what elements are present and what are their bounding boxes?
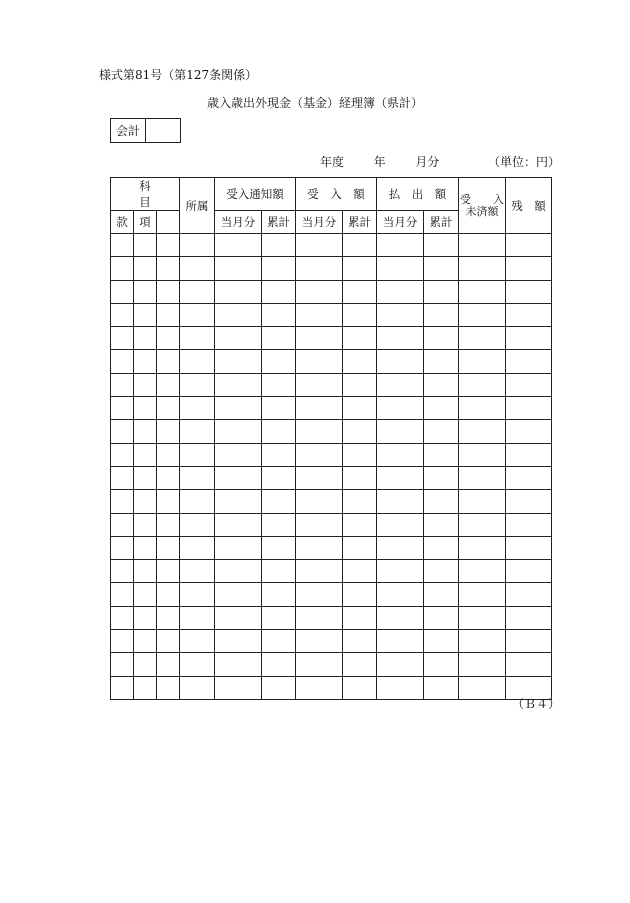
ledger-cell[interactable] — [459, 350, 506, 373]
ledger-cell[interactable] — [459, 420, 506, 443]
ledger-cell[interactable] — [377, 234, 424, 257]
ledger-row — [111, 513, 552, 536]
ledger-cell[interactable] — [424, 234, 459, 257]
ledger-cell[interactable] — [377, 676, 424, 699]
document-title: 歳入歳出外現金（基金）経理簿（県計） — [206, 96, 423, 110]
ledger-cell[interactable] — [215, 350, 262, 373]
ledger-cell[interactable] — [377, 373, 424, 396]
ledger-cell[interactable] — [506, 373, 552, 396]
ledger-cell[interactable] — [296, 583, 343, 606]
blank-subheader — [157, 211, 180, 234]
ledger-cell[interactable] — [424, 676, 459, 699]
ledger-cell[interactable] — [215, 420, 262, 443]
ledger-cell[interactable] — [459, 234, 506, 257]
ledger-cell[interactable] — [424, 397, 459, 420]
ledger-cell[interactable] — [134, 257, 157, 280]
ledger-cell[interactable] — [343, 327, 377, 350]
ledger-cell[interactable] — [377, 560, 424, 583]
ledger-cell[interactable] — [157, 373, 180, 396]
ledger-cell[interactable] — [215, 583, 262, 606]
ledger-cell[interactable] — [343, 630, 377, 653]
ledger-cell[interactable] — [262, 303, 296, 326]
fiscal-year-label: 年度 — [320, 155, 345, 169]
ledger-body — [111, 234, 552, 700]
ledger-cell[interactable] — [296, 397, 343, 420]
account-value-field[interactable] — [146, 119, 181, 143]
ledger-cell[interactable] — [506, 606, 552, 629]
period-line — [320, 153, 439, 170]
ledger-cell[interactable] — [111, 420, 134, 443]
ledger-cell[interactable] — [424, 630, 459, 653]
ledger-cell[interactable] — [377, 583, 424, 606]
ledger-cell[interactable] — [134, 420, 157, 443]
ledger-cell[interactable] — [377, 257, 424, 280]
ledger-cell[interactable] — [424, 606, 459, 629]
ledger-cell[interactable] — [134, 280, 157, 303]
ledger-cell[interactable] — [215, 280, 262, 303]
ledger-cell[interactable] — [111, 373, 134, 396]
ledger-cell[interactable] — [262, 606, 296, 629]
ledger-row — [111, 466, 552, 489]
ledger-cell[interactable] — [157, 420, 180, 443]
ledger-cell[interactable] — [296, 466, 343, 489]
ledger-cell[interactable] — [506, 560, 552, 583]
ledger-cell[interactable] — [215, 606, 262, 629]
ledger-cell[interactable] — [180, 234, 215, 257]
ledger-cell[interactable] — [424, 536, 459, 559]
ledger-row — [111, 234, 552, 257]
ledger-cell[interactable] — [157, 653, 180, 676]
ledger-cell[interactable] — [157, 234, 180, 257]
ledger-cell[interactable] — [424, 327, 459, 350]
ledger-cell[interactable] — [459, 583, 506, 606]
ledger-row — [111, 303, 552, 326]
ledger-cell[interactable] — [111, 443, 134, 466]
ledger-cell[interactable] — [296, 350, 343, 373]
ledger-cell[interactable] — [377, 466, 424, 489]
ledger-cell[interactable] — [215, 303, 262, 326]
ledger-cell[interactable] — [180, 490, 215, 513]
ledger-cell[interactable] — [134, 327, 157, 350]
ledger-cell[interactable] — [262, 560, 296, 583]
ledger-cell[interactable] — [296, 257, 343, 280]
ledger-cell[interactable] — [377, 630, 424, 653]
ledger-cell[interactable] — [134, 443, 157, 466]
ledger-cell[interactable] — [506, 350, 552, 373]
ledger-cell[interactable] — [296, 630, 343, 653]
paper-size-label: （Ｂ４） — [512, 697, 561, 711]
ledger-cell[interactable] — [459, 303, 506, 326]
ledger-cell[interactable] — [180, 420, 215, 443]
ledger-cell[interactable] — [459, 397, 506, 420]
ledger-cell[interactable] — [296, 653, 343, 676]
ledger-cell[interactable] — [377, 397, 424, 420]
ledger-cell[interactable] — [215, 257, 262, 280]
ledger-cell[interactable] — [111, 630, 134, 653]
ledger-cell[interactable] — [377, 653, 424, 676]
ledger-row — [111, 583, 552, 606]
ledger-cell[interactable] — [111, 280, 134, 303]
ledger-cell[interactable] — [506, 513, 552, 536]
ledger-cell[interactable] — [134, 303, 157, 326]
ledger-cell[interactable] — [343, 560, 377, 583]
ledger-cell[interactable] — [134, 350, 157, 373]
ledger-cell[interactable] — [180, 373, 215, 396]
ledger-cell[interactable] — [111, 490, 134, 513]
received-cumulative-header: 累計 — [343, 211, 377, 234]
notice-this-month-header: 当月分 — [215, 211, 262, 234]
ledger-cell[interactable] — [459, 443, 506, 466]
ledger-cell[interactable] — [111, 397, 134, 420]
ledger-cell[interactable] — [215, 536, 262, 559]
ledger-cell[interactable] — [262, 350, 296, 373]
ledger-cell[interactable] — [262, 630, 296, 653]
subject-header: 科 目 — [111, 178, 180, 211]
account-box — [110, 118, 181, 143]
ledger-cell[interactable] — [157, 606, 180, 629]
ledger-cell[interactable] — [262, 280, 296, 303]
ledger-cell[interactable] — [296, 327, 343, 350]
unreceived-header-bottom: 未済額 — [465, 204, 499, 218]
year-label: 年 — [373, 155, 386, 169]
ledger-cell[interactable] — [157, 280, 180, 303]
ledger-cell[interactable] — [262, 513, 296, 536]
ledger-cell[interactable] — [157, 536, 180, 559]
ledger-cell[interactable] — [343, 443, 377, 466]
ledger-cell[interactable] — [111, 327, 134, 350]
ledger-cell[interactable] — [134, 397, 157, 420]
ledger-cell[interactable] — [262, 234, 296, 257]
ledger-cell[interactable] — [180, 303, 215, 326]
ledger-cell[interactable] — [157, 350, 180, 373]
ledger-row — [111, 560, 552, 583]
ledger-cell[interactable] — [377, 536, 424, 559]
ledger-cell[interactable] — [296, 490, 343, 513]
ledger-cell[interactable] — [180, 560, 215, 583]
ledger-cell[interactable] — [459, 280, 506, 303]
ledger-cell[interactable] — [459, 490, 506, 513]
ledger-cell[interactable] — [377, 606, 424, 629]
ledger-row — [111, 280, 552, 303]
paid-amount-header: 払 出 額 — [377, 178, 459, 211]
ledger-cell[interactable] — [343, 676, 377, 699]
ledger-cell[interactable] — [296, 606, 343, 629]
form-number: 様式第81号（第127条関係） — [99, 68, 258, 82]
ledger-cell[interactable] — [111, 513, 134, 536]
ledger-cell[interactable] — [377, 420, 424, 443]
ledger-cell[interactable] — [262, 583, 296, 606]
ledger-cell[interactable] — [506, 234, 552, 257]
ledger-cell[interactable] — [215, 560, 262, 583]
ledger-cell[interactable] — [459, 536, 506, 559]
ledger-cell[interactable] — [111, 303, 134, 326]
ledger-cell[interactable] — [424, 257, 459, 280]
ledger-cell[interactable] — [424, 466, 459, 489]
ledger-cell[interactable] — [262, 443, 296, 466]
ledger-cell[interactable] — [262, 420, 296, 443]
ledger-cell[interactable] — [296, 676, 343, 699]
ledger-row — [111, 676, 552, 699]
ledger-cell[interactable] — [215, 397, 262, 420]
ledger-cell[interactable] — [157, 466, 180, 489]
ledger-cell[interactable] — [506, 397, 552, 420]
ledger-cell[interactable] — [296, 536, 343, 559]
ledger-cell[interactable] — [157, 443, 180, 466]
ledger-cell[interactable] — [459, 630, 506, 653]
balance-header: 残 額 — [506, 178, 552, 234]
ledger-cell[interactable] — [157, 490, 180, 513]
ledger-cell[interactable] — [506, 327, 552, 350]
ledger-cell[interactable] — [157, 257, 180, 280]
ledger-cell[interactable] — [111, 466, 134, 489]
ledger-cell[interactable] — [343, 606, 377, 629]
kan-header: 款 — [111, 211, 134, 234]
ledger-cell[interactable] — [506, 466, 552, 489]
ledger-cell[interactable] — [296, 373, 343, 396]
ledger-cell[interactable] — [343, 420, 377, 443]
notice-cumulative-header: 累計 — [262, 211, 296, 234]
ledger-row — [111, 373, 552, 396]
ledger-cell[interactable] — [377, 513, 424, 536]
ledger-cell[interactable] — [377, 327, 424, 350]
ledger-cell[interactable] — [180, 630, 215, 653]
ledger-cell[interactable] — [459, 606, 506, 629]
ledger-cell[interactable] — [215, 443, 262, 466]
ledger-cell[interactable] — [296, 443, 343, 466]
ledger-cell[interactable] — [459, 373, 506, 396]
ledger-cell[interactable] — [506, 490, 552, 513]
ledger-cell[interactable] — [506, 303, 552, 326]
ledger-cell[interactable] — [157, 327, 180, 350]
unit-label: （単位：円） — [488, 155, 561, 169]
ledger-cell[interactable] — [296, 280, 343, 303]
ledger-cell[interactable] — [180, 280, 215, 303]
ledger-cell[interactable] — [180, 513, 215, 536]
ledger-cell[interactable] — [134, 653, 157, 676]
ledger-cell[interactable] — [506, 257, 552, 280]
ledger-cell[interactable] — [424, 490, 459, 513]
ledger-cell[interactable] — [343, 397, 377, 420]
ledger-cell[interactable] — [134, 630, 157, 653]
ledger-row — [111, 443, 552, 466]
ledger-cell[interactable] — [459, 466, 506, 489]
account-label: 会計 — [111, 119, 146, 143]
ledger-cell[interactable] — [262, 676, 296, 699]
ledger-row — [111, 653, 552, 676]
ledger-cell[interactable] — [459, 676, 506, 699]
ledger-cell[interactable] — [343, 653, 377, 676]
ledger-cell[interactable] — [424, 420, 459, 443]
ledger-cell[interactable] — [424, 373, 459, 396]
ledger-cell[interactable] — [215, 490, 262, 513]
ledger-cell[interactable] — [424, 513, 459, 536]
received-amount-header: 受 入 額 — [296, 178, 377, 211]
ledger-cell[interactable] — [134, 234, 157, 257]
ledger-cell[interactable] — [424, 583, 459, 606]
ledger-cell[interactable] — [506, 420, 552, 443]
ledger-cell[interactable] — [111, 653, 134, 676]
ledger-row — [111, 327, 552, 350]
ledger-cell[interactable] — [215, 676, 262, 699]
ledger-cell[interactable] — [215, 513, 262, 536]
ledger-cell[interactable] — [262, 257, 296, 280]
ledger-cell[interactable] — [296, 560, 343, 583]
ledger-cell[interactable] — [343, 303, 377, 326]
ledger-table — [110, 177, 552, 700]
ledger-cell[interactable] — [157, 397, 180, 420]
ledger-cell[interactable] — [459, 560, 506, 583]
ledger-cell[interactable] — [180, 676, 215, 699]
ledger-cell[interactable] — [506, 443, 552, 466]
ledger-cell[interactable] — [180, 583, 215, 606]
ledger-cell[interactable] — [296, 420, 343, 443]
received-this-month-header: 当月分 — [296, 211, 343, 234]
ledger-cell[interactable] — [111, 234, 134, 257]
ledger-cell[interactable] — [296, 234, 343, 257]
ledger-cell[interactable] — [134, 583, 157, 606]
paid-cumulative-header: 累計 — [424, 211, 459, 234]
ledger-row — [111, 490, 552, 513]
ledger-cell[interactable] — [111, 560, 134, 583]
ledger-cell[interactable] — [180, 397, 215, 420]
ledger-cell[interactable] — [180, 606, 215, 629]
unreceived-header-top: 受 入 — [460, 192, 504, 206]
ledger-cell[interactable] — [459, 513, 506, 536]
ledger-cell[interactable] — [157, 583, 180, 606]
ledger-cell[interactable] — [424, 560, 459, 583]
ledger-cell[interactable] — [506, 583, 552, 606]
ledger-cell[interactable] — [262, 536, 296, 559]
ledger-cell[interactable] — [111, 536, 134, 559]
ledger-cell[interactable] — [424, 443, 459, 466]
ledger-row — [111, 606, 552, 629]
ledger-cell[interactable] — [215, 327, 262, 350]
ledger-cell[interactable] — [343, 234, 377, 257]
ledger-row — [111, 536, 552, 559]
ledger-row — [111, 630, 552, 653]
ledger-cell[interactable] — [459, 653, 506, 676]
ledger-cell[interactable] — [343, 280, 377, 303]
ledger-cell[interactable] — [111, 606, 134, 629]
ledger-cell[interactable] — [424, 350, 459, 373]
ledger-cell[interactable] — [343, 350, 377, 373]
ledger-cell[interactable] — [262, 397, 296, 420]
ledger-cell[interactable] — [111, 350, 134, 373]
ledger-row — [111, 350, 552, 373]
ledger-cell[interactable] — [157, 513, 180, 536]
ledger-cell[interactable] — [377, 443, 424, 466]
ledger-cell[interactable] — [134, 373, 157, 396]
receipt-notice-header: 受入通知額 — [215, 178, 296, 211]
ledger-cell[interactable] — [157, 560, 180, 583]
ledger-row — [111, 257, 552, 280]
ledger-cell[interactable] — [424, 303, 459, 326]
ledger-cell[interactable] — [343, 583, 377, 606]
ledger-cell[interactable] — [111, 257, 134, 280]
ledger-cell[interactable] — [215, 466, 262, 489]
ledger-cell[interactable] — [343, 490, 377, 513]
ledger-cell[interactable] — [343, 257, 377, 280]
ledger-cell[interactable] — [377, 350, 424, 373]
ledger-cell[interactable] — [296, 513, 343, 536]
ledger-cell[interactable] — [134, 606, 157, 629]
ledger-cell[interactable] — [180, 257, 215, 280]
ledger-cell[interactable] — [134, 490, 157, 513]
ledger-cell[interactable] — [134, 536, 157, 559]
ledger-cell[interactable] — [180, 536, 215, 559]
ledger-cell[interactable] — [343, 513, 377, 536]
ledger-cell[interactable] — [343, 466, 377, 489]
ledger-cell[interactable] — [506, 653, 552, 676]
ledger-cell[interactable] — [343, 373, 377, 396]
ledger-cell[interactable] — [424, 280, 459, 303]
ledger-cell[interactable] — [506, 536, 552, 559]
ledger-cell[interactable] — [377, 280, 424, 303]
ledger-cell[interactable] — [180, 350, 215, 373]
ledger-cell[interactable] — [262, 653, 296, 676]
ledger-cell[interactable] — [506, 280, 552, 303]
ledger-cell[interactable] — [262, 373, 296, 396]
ledger-cell[interactable] — [111, 676, 134, 699]
ledger-cell[interactable] — [215, 653, 262, 676]
ledger-cell[interactable] — [262, 327, 296, 350]
ledger-cell[interactable] — [134, 466, 157, 489]
ledger-row — [111, 420, 552, 443]
affiliation-header: 所属 — [180, 178, 215, 234]
ledger-cell[interactable] — [262, 490, 296, 513]
ledger-cell[interactable] — [134, 676, 157, 699]
ledger-cell[interactable] — [111, 583, 134, 606]
ledger-cell[interactable] — [506, 630, 552, 653]
ledger-cell[interactable] — [262, 466, 296, 489]
ledger-cell[interactable] — [180, 327, 215, 350]
ledger-cell[interactable] — [157, 630, 180, 653]
ledger-cell[interactable] — [459, 257, 506, 280]
ledger-cell[interactable] — [377, 303, 424, 326]
ledger-cell[interactable] — [180, 653, 215, 676]
ledger-cell[interactable] — [157, 303, 180, 326]
ledger-cell[interactable] — [180, 443, 215, 466]
ledger-cell[interactable] — [296, 303, 343, 326]
ledger-cell[interactable] — [215, 373, 262, 396]
ledger-cell[interactable] — [343, 536, 377, 559]
ledger-cell[interactable] — [377, 490, 424, 513]
ledger-cell[interactable] — [157, 676, 180, 699]
ledger-cell[interactable] — [424, 653, 459, 676]
unreceived-header — [459, 178, 506, 234]
kou-header: 項 — [134, 211, 157, 234]
ledger-cell[interactable] — [215, 234, 262, 257]
ledger-cell[interactable] — [134, 513, 157, 536]
paid-this-month-header: 当月分 — [377, 211, 424, 234]
month-label: 月分 — [415, 155, 440, 169]
ledger-cell[interactable] — [180, 466, 215, 489]
ledger-cell[interactable] — [215, 630, 262, 653]
ledger-row — [111, 397, 552, 420]
ledger-cell[interactable] — [134, 560, 157, 583]
ledger-cell[interactable] — [459, 327, 506, 350]
